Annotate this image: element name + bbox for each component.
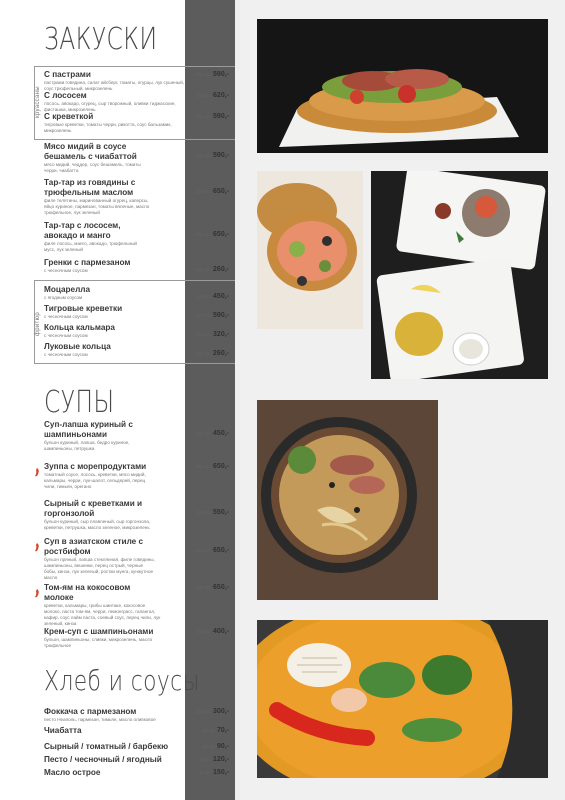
menu-item [44, 537, 229, 581]
item-desc: томатный соусе, лосось, креветки, мясо мидий, кальмары, черри, лук-шалот, сельдерей, перец чили, тимьян, орегано [44, 472, 146, 489]
fryer-group-label: фритюр [35, 311, 41, 336]
item-desc: с ягодным соусом [44, 295, 83, 300]
chili-icon [34, 585, 40, 594]
item-weight: 330 гр. [195, 630, 212, 635]
menu-item [44, 178, 229, 216]
item-weight: 170 гр. [195, 314, 212, 319]
menu-item [44, 112, 229, 134]
menu-item [44, 755, 229, 766]
chili-icon [34, 539, 40, 548]
menu-item [44, 221, 229, 253]
menu-item [44, 420, 229, 452]
item-price: 590,- [213, 152, 229, 159]
item-price: 260,- [213, 350, 229, 357]
item-price: 650,- [213, 231, 229, 238]
item-weight: 400 гр. [195, 432, 212, 437]
salmon-croissant-photo [257, 171, 363, 329]
item-name: Зуппа с морепродуктами [44, 462, 147, 471]
item-desc: с чесночным соусом [44, 314, 88, 319]
menu-item [44, 304, 229, 322]
item-price: 550,- [213, 509, 229, 516]
item-desc: с чесночным соусом [44, 352, 88, 357]
item-price: 650,- [213, 547, 229, 554]
item-weight: 180 гр. [195, 94, 212, 99]
item-desc: бульон куриный, сыр плавленый, сыр горгонзола, креветки, петрушка, масло зеленое, микрозелень [44, 518, 151, 530]
item-price: 150,- [213, 769, 229, 776]
menu-item [44, 627, 229, 649]
item-desc: бульон, шампиньоны, сливки, микрозелень, масло трюфельное [44, 637, 153, 648]
menu-item [44, 707, 229, 723]
item-weight: 130 гр. [195, 233, 212, 238]
item-weight: 120 гр. [195, 352, 212, 357]
item-name: Сырный / томатный / барбекю [44, 742, 169, 751]
item-weight: 220 гр. [195, 73, 212, 78]
item-name: Суп-лапша куриный с шампиньонами [44, 420, 133, 439]
item-name: Гренки с пармезаном [44, 258, 131, 267]
item-desc: лосось, авокадо, огурец, сыр творожный, оливки тиджасские, фисташка, микрозелень [44, 101, 176, 112]
menu-item [44, 91, 229, 113]
item-price: 70,- [216, 727, 229, 734]
item-weight: 50 гр. [202, 729, 215, 734]
item-desc: креветки, кальмары, грибы шиитаке, кокосовое молоко, паста том-ям, черри, лемонграсс, галангал, кафир, соус лайм паста, соевый соус, перец чили, лук зеленый, кинза [44, 602, 161, 626]
item-name: С пастрами [44, 70, 91, 79]
croissants-group-label: круассаны [35, 86, 41, 118]
item-name: Мясо мидий в соусе бешамель с чиабаттой [44, 142, 137, 161]
menu-item [44, 768, 229, 779]
item-weight: 30 гр. [198, 758, 212, 763]
item-price: 650,- [213, 584, 229, 591]
item-weight: 150 гр. [195, 115, 212, 120]
item-price: 450,- [213, 430, 229, 437]
item-name: Песто / чесночный / ягодный [44, 755, 162, 764]
item-price: 90,- [216, 743, 229, 750]
item-price: 320,- [213, 331, 229, 338]
item-desc: филе телятины, маринованный огурец, каперсы, яйцо куриное, пармезан, томаты вяленые, масло трюфельное, лук зеленый [44, 197, 150, 215]
menu-item [44, 142, 229, 174]
item-desc: тигровые креветки, томаты черри, рикотта, соус бальзамик, микрозелень [44, 122, 172, 133]
menu-item [44, 583, 229, 627]
item-price: 260,- [213, 266, 229, 273]
menu-item [44, 499, 229, 531]
item-weight: 150 гр. [195, 333, 212, 338]
item-name: Тар-тар с лососем, авокадо и манго [44, 221, 121, 240]
menu-item [44, 742, 229, 753]
item-weight: 620 гр. [195, 549, 212, 554]
item-name: С лососем [44, 91, 87, 100]
item-name: Моцарелла [44, 285, 91, 294]
item-name: Сырный с креветками и горгонзолой [44, 499, 143, 518]
item-price: 400,- [213, 628, 229, 635]
item-name: С креветкой [44, 112, 94, 121]
item-name: Тигровые креветки [44, 304, 123, 313]
item-desc: с чесночным соусом [44, 333, 88, 338]
item-weight: 400 гр. [195, 465, 212, 470]
item-weight: 260 гр. [195, 154, 212, 159]
item-price: 120,- [213, 756, 229, 763]
item-desc: бульон пряный, лапша стеклянная, филе говядины, шампиньоны, вешенки, перец острый, черные бобы, кинза, лук зеленый, ростки мунга, кунжутное масло [44, 556, 155, 580]
item-desc: бульон куриный, лапша, бедро куриное, шампиньоны, петрушка [44, 439, 130, 451]
item-name: Кольца кальмара [44, 323, 115, 332]
item-desc: пастрами говядина, салат айсберг, томаты, огурцы, лук сушеный, соус трюфельный, микрозелень [44, 80, 185, 91]
item-desc: с чесночным соусом [44, 268, 88, 273]
item-price: 650,- [213, 463, 229, 470]
item-price: 650,- [213, 188, 229, 195]
item-weight: 30 гр. [202, 745, 215, 750]
menu-item [44, 258, 229, 276]
item-weight: 400 гр. [195, 586, 212, 591]
asian-soup-photo [257, 400, 438, 600]
item-name: Луковые кольца [44, 342, 111, 351]
item-name: Том-ям на кокосовом молоке [44, 583, 131, 602]
pastrami-croissant-photo [257, 19, 548, 153]
item-weight: 170 гр. [195, 295, 212, 300]
item-weight: 270 гр. [195, 511, 212, 516]
item-name: Чиабатта [44, 726, 82, 735]
tom-yum-photo [257, 620, 548, 778]
item-price: 300,- [213, 708, 229, 715]
bread-heading: Хлеб и соусы [44, 664, 200, 697]
item-weight: 200 гр. [195, 190, 212, 195]
item-name: Тар-тар из говядины с трюфельным маслом [44, 178, 136, 197]
item-name: Фоккача с пармезаном [44, 707, 137, 716]
item-desc: филе лосось, манго, авокадо, трюфельный мусс, лук зеленый [44, 240, 137, 252]
snacks-heading: ЗАКУСКИ [44, 22, 158, 57]
menu-item [44, 726, 229, 737]
item-weight: 230 гр. [195, 710, 212, 715]
item-price: 450,- [213, 293, 229, 300]
menu-item [44, 462, 229, 490]
item-price: 590,- [213, 312, 229, 319]
item-desc: мясо мидий, чеддер, соус бешамель, томаты черри, чиабатта [44, 161, 141, 173]
item-price: 590,- [213, 71, 229, 78]
item-desc: песто Неаполь, пармезан, тимьян, масло оливковое [44, 717, 156, 722]
tartare-dishes-photo [371, 171, 548, 379]
item-price: 590,- [213, 113, 229, 120]
menu-item [44, 70, 229, 92]
menu-item [44, 285, 229, 303]
menu-item [44, 342, 229, 360]
item-weight: 120 гр. [195, 268, 212, 273]
item-weight: 30 гр. [198, 771, 212, 776]
item-price: 620,- [213, 92, 229, 99]
menu-item [44, 323, 229, 341]
soups-heading: СУПЫ [44, 385, 115, 420]
item-name: Суп в азиатском стиле с ростбифом [44, 537, 144, 556]
chili-icon [34, 464, 40, 473]
item-name: Масло острое [44, 768, 101, 777]
item-name: Крем-суп с шампиньонами [44, 627, 154, 636]
